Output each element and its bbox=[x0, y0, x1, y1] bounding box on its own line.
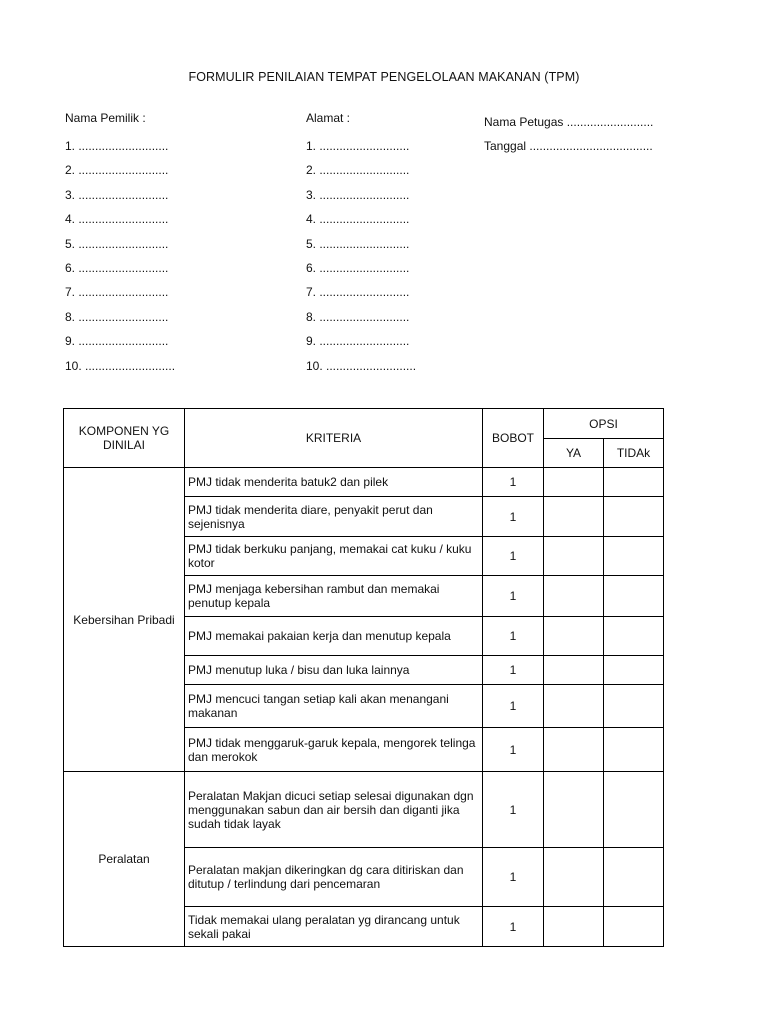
owner-line: 4. ........................... bbox=[65, 212, 169, 227]
address-line: 10. ........................... bbox=[306, 358, 417, 373]
yes-checkbox-cell[interactable] bbox=[544, 772, 604, 848]
address-label: Alamat : bbox=[306, 111, 351, 125]
criteria-cell: PMJ tidak menderita diare, penyakit perut dan sejenisnya bbox=[185, 497, 483, 537]
yes-checkbox-cell[interactable] bbox=[544, 656, 604, 685]
component-personal-hygiene: Kebersihan Pribadi bbox=[64, 468, 185, 772]
yes-checkbox-cell[interactable] bbox=[544, 468, 604, 497]
yes-checkbox-cell[interactable] bbox=[544, 537, 604, 576]
criteria-cell: PMJ tidak menderita batuk2 dan pilek bbox=[185, 468, 483, 497]
weight-cell: 1 bbox=[483, 576, 544, 617]
yes-checkbox-cell[interactable] bbox=[544, 617, 604, 656]
yes-checkbox-cell[interactable] bbox=[544, 728, 604, 772]
address-line: 4. ........................... bbox=[306, 212, 410, 227]
address-line: 1. ........................... bbox=[306, 139, 410, 153]
header-no: TIDAk bbox=[604, 439, 664, 468]
weight-cell: 1 bbox=[483, 617, 544, 656]
yes-checkbox-cell[interactable] bbox=[544, 848, 604, 907]
no-checkbox-cell[interactable] bbox=[604, 576, 664, 617]
officer-name: Nama Petugas .......................... bbox=[484, 115, 654, 129]
address-line: 2. ........................... bbox=[306, 163, 410, 178]
owner-line: 8. ........................... bbox=[65, 309, 169, 324]
no-checkbox-cell[interactable] bbox=[604, 772, 664, 848]
address-line: 8. ........................... bbox=[306, 309, 410, 324]
criteria-cell: PMJ tidak berkuku panjang, memakai cat kuku / kuku kotor bbox=[185, 537, 483, 576]
table-row bbox=[64, 772, 664, 848]
header-options: OPSI bbox=[544, 409, 664, 439]
weight-cell: 1 bbox=[483, 537, 544, 576]
criteria-cell: Tidak memakai ulang peralatan yg dirancang untuk sekali pakai bbox=[185, 907, 483, 947]
owner-line: 2. ........................... bbox=[65, 163, 169, 178]
criteria-cell: Peralatan makjan dikeringkan dg cara ditiriskan dan ditutup / terlindung dari pencemaran bbox=[185, 848, 483, 907]
table-row bbox=[64, 468, 664, 497]
header-weight: BOBOT bbox=[483, 409, 544, 468]
weight-cell: 1 bbox=[483, 907, 544, 947]
criteria-cell: PMJ memakai pakaian kerja dan menutup kepala bbox=[185, 617, 483, 656]
no-checkbox-cell[interactable] bbox=[604, 537, 664, 576]
no-checkbox-cell[interactable] bbox=[604, 685, 664, 728]
criteria-cell: PMJ menjaga kebersihan rambut dan memakai penutup kepala bbox=[185, 576, 483, 617]
weight-cell: 1 bbox=[483, 468, 544, 497]
owner-label: Nama Pemilik : bbox=[65, 111, 146, 125]
criteria-cell: Peralatan Makjan dicuci setiap selesai digunakan dgn menggunakan sabun dan air bersih dan diganti jika sudah tidak layak bbox=[185, 772, 483, 848]
address-line: 3. ........................... bbox=[306, 187, 410, 202]
yes-checkbox-cell[interactable] bbox=[544, 497, 604, 537]
criteria-table bbox=[63, 408, 664, 947]
no-checkbox-cell[interactable] bbox=[604, 848, 664, 907]
form-title: FORMULIR PENILAIAN TEMPAT PENGELOLAAN MAKANAN (TPM) bbox=[188, 70, 580, 84]
owner-line: 3. ........................... bbox=[65, 187, 169, 202]
no-checkbox-cell[interactable] bbox=[604, 497, 664, 537]
header-criteria: KRITERIA bbox=[185, 409, 483, 468]
owner-line: 7. ........................... bbox=[65, 285, 169, 300]
address-line: 5. ........................... bbox=[306, 236, 410, 251]
address-column bbox=[306, 110, 416, 378]
yes-checkbox-cell[interactable] bbox=[544, 685, 604, 728]
weight-cell: 1 bbox=[483, 656, 544, 685]
officer-date: Tanggal ..................................... bbox=[484, 139, 653, 154]
yes-checkbox-cell[interactable] bbox=[544, 907, 604, 947]
weight-cell: 1 bbox=[483, 772, 544, 848]
owner-line: 1. ........................... bbox=[65, 139, 169, 153]
no-checkbox-cell[interactable] bbox=[604, 468, 664, 497]
header-component: KOMPONEN YG DINILAI bbox=[64, 409, 185, 468]
owner-line: 6. ........................... bbox=[65, 260, 169, 275]
owner-line: 10. ........................... bbox=[65, 358, 176, 373]
header-yes: YA bbox=[544, 439, 604, 468]
address-line: 6. ........................... bbox=[306, 260, 410, 275]
no-checkbox-cell[interactable] bbox=[604, 728, 664, 772]
criteria-cell: PMJ menutup luka / bisu dan luka lainnya bbox=[185, 656, 483, 685]
officer-column bbox=[484, 110, 653, 159]
address-line: 7. ........................... bbox=[306, 285, 410, 300]
weight-cell: 1 bbox=[483, 685, 544, 728]
address-line: 9. ........................... bbox=[306, 334, 410, 349]
no-checkbox-cell[interactable] bbox=[604, 656, 664, 685]
component-equipment: Peralatan bbox=[64, 772, 185, 947]
weight-cell: 1 bbox=[483, 497, 544, 537]
criteria-cell: PMJ tidak menggaruk-garuk kepala, mengorek telinga dan merokok bbox=[185, 728, 483, 772]
owner-column bbox=[65, 110, 175, 378]
criteria-cell: PMJ mencuci tangan setiap kali akan menangani makanan bbox=[185, 685, 483, 728]
weight-cell: 1 bbox=[483, 728, 544, 772]
weight-cell: 1 bbox=[483, 848, 544, 907]
no-checkbox-cell[interactable] bbox=[604, 617, 664, 656]
no-checkbox-cell[interactable] bbox=[604, 907, 664, 947]
owner-line: 9. ........................... bbox=[65, 334, 169, 349]
owner-line: 5. ........................... bbox=[65, 236, 169, 251]
yes-checkbox-cell[interactable] bbox=[544, 576, 604, 617]
